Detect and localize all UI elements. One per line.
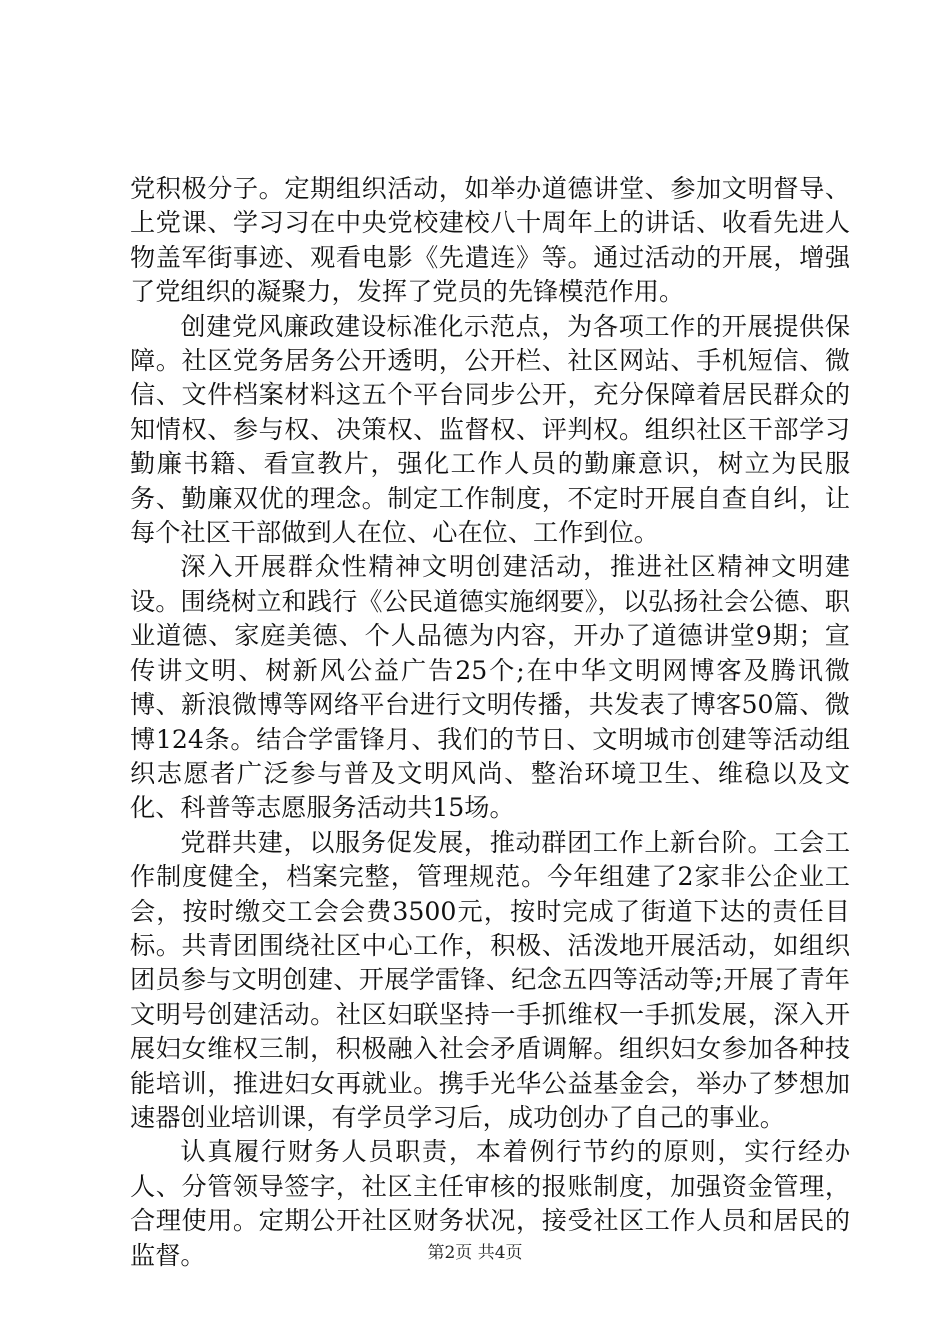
- paragraph-integrity-model: 创建党风廉政建设标准化示范点，为各项工作的开展提供保障。社区党务居务公开透明，公开栏、社区网站、手机短信、微信、文件档案材料这五个平台同步公开，充分保障着居民群众的知情权、参与权、决策权、监督权、评判权。组织社区干部学习勤廉书籍、看宣教片，强化工作人员的勤廉意识，树立为民服务、勤廉双优的理念。制定工作制度，不定时开展自查自纠，让每个社区干部做到人在位、心在位、工作到位。: [130, 311, 850, 548]
- paragraph-party-activities: 党积极分子。定期组织活动，如举办道德讲堂、参加文明督导、上党课、学习习在中央党校建校八十周年上的讲话、收看先进人物盖军街事迹、观看电影《先遣连》等。通过活动的开展，增强了党组织的凝聚力，发挥了党员的先锋模范作用。: [130, 174, 850, 307]
- paragraph-finance-duties: 认真履行财务人员职责，本着例行节约的原则，实行经办人、分管领导签字，社区主任审核的报账制度，加强资金管理，合理使用。定期公开社区财务状况，接受社区工作人员和居民的监督。: [130, 1137, 850, 1270]
- paragraph-civilization-building: 深入开展群众性精神文明创建活动，推进社区精神文明建设。围绕树立和践行《公民道德实施纲要》，以弘扬社会公德、职业道德、家庭美德、个人品德为内容，开办了道德讲堂9期；宣传讲文明、树新风公益广告25个;在中华文明网博客及腾讯微博、新浪微博等网络平台进行文明传播，共发表了博客50篇、微博124条。结合学雷锋月、我们的节日、文明城市创建等活动组织志愿者广泛参与普及文明风尚、整治环境卫生、维稳以及文化、科普等志愿服务活动共15场。: [130, 552, 850, 823]
- page-number-footer: 第2页 共4页: [427, 1243, 523, 1263]
- paragraph-party-mass-co-building: 党群共建，以服务促发展，推动群团工作上新台阶。工会工作制度健全，档案完整，管理规范。今年组建了2家非公企业工会，按时缴交工会会费3500元，按时完成了街道下达的责任目标。共青团围绕社区中心工作，积极、活泼地开展活动，如组织团员参与文明创建、开展学雷锋、纪念五四等活动等;开展了青年文明号创建活动。社区妇联坚持一手抓维权一手抓发展，深入开展妇女维权三制，积极融入社会矛盾调解。组织妇女参加各种技能培训，推进妇女再就业。携手光华公益基金会，举办了梦想加速器创业培训课，有学员学习后，成功创办了自己的事业。: [130, 827, 850, 1132]
- document-body: [130, 172, 850, 1273]
